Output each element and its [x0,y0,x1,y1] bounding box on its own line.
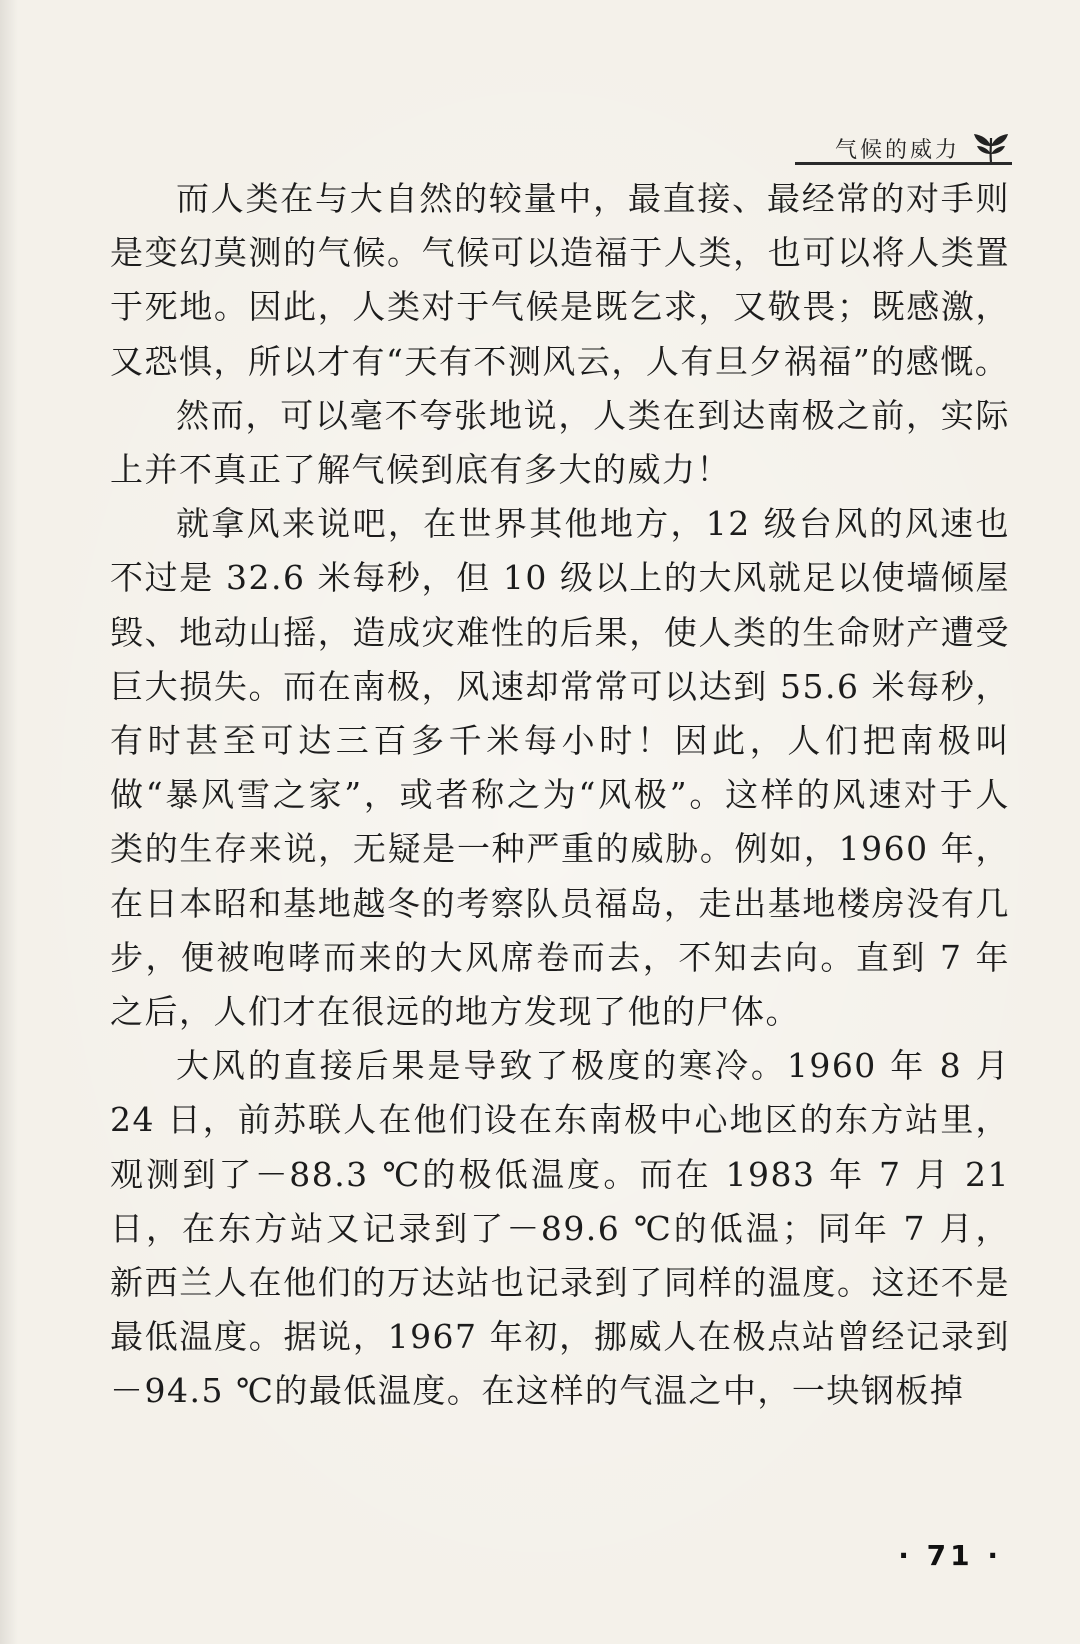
paragraph: 然而，可以毫不夸张地说，人类在到达南极之前，实际上并不真正了解气候到底有多大的威力！ [110,395,1010,490]
leaf-icon [970,132,1012,164]
paragraph: 就拿风来说吧，在世界其他地方，12 级台风的风速也不过是 32.6 米每秒，但 10 级以上的大风就足以使墙倾屋毁、地动山摇，造成灾难性的后果，使人类的生命财产遭受巨大损失。而在南极，风速却常常可以达到 55.6 米每秒，有时甚至可达三百多千米每小时！因此，人们把南极叫做“暴风雪之家”，或者称之为“风极”。这样的风速对于人类的生存来说，无疑是一种严重的威胁。例如，1960 年，在日本昭和基地越冬的考察队员福岛，走出基地楼房没有几步，便被咆哮而来的大风席卷而去，不知去向。直到 7 年之后，人们才在很远的地方发现了他的尸体。 [110,504,1010,1032]
page-number: · 71 · [898,1539,1002,1572]
page-shadow [0,0,18,1644]
chapter-title: 气候的威力 [834,137,960,163]
paragraph: 而人类在与大自然的较量中，最直接、最经常的对手则是变幻莫测的气候。气候可以造福于人类，也可以将人类置于死地。因此，人类对于气候是既乞求，又敬畏；既感激，又恐惧，所以才有“天有不测风云，人有旦夕祸福”的感慨。 [110,179,1010,381]
header-rule [795,162,1012,165]
paragraph: 大风的直接后果是导致了极度的寒冷。1960 年 8 月 24 日，前苏联人在他们设在东南极中心地区的东方站里，观测到了－88.3 ℃的极低温度。而在 1983 年 7 月 21 日，在东方站又记录到了－89.6 ℃的低温；同年 7 月，新西兰人在他们的万达站也记录到了同样的温度。这还不是最低温度。据说，1967 年初，挪威人在极点站曾经记录到－94.5 ℃的最低温度。在这样的气温之中，一块钢板掉 [110,1046,1010,1411]
body-text [110,172,1010,1419]
running-header [835,132,1012,164]
